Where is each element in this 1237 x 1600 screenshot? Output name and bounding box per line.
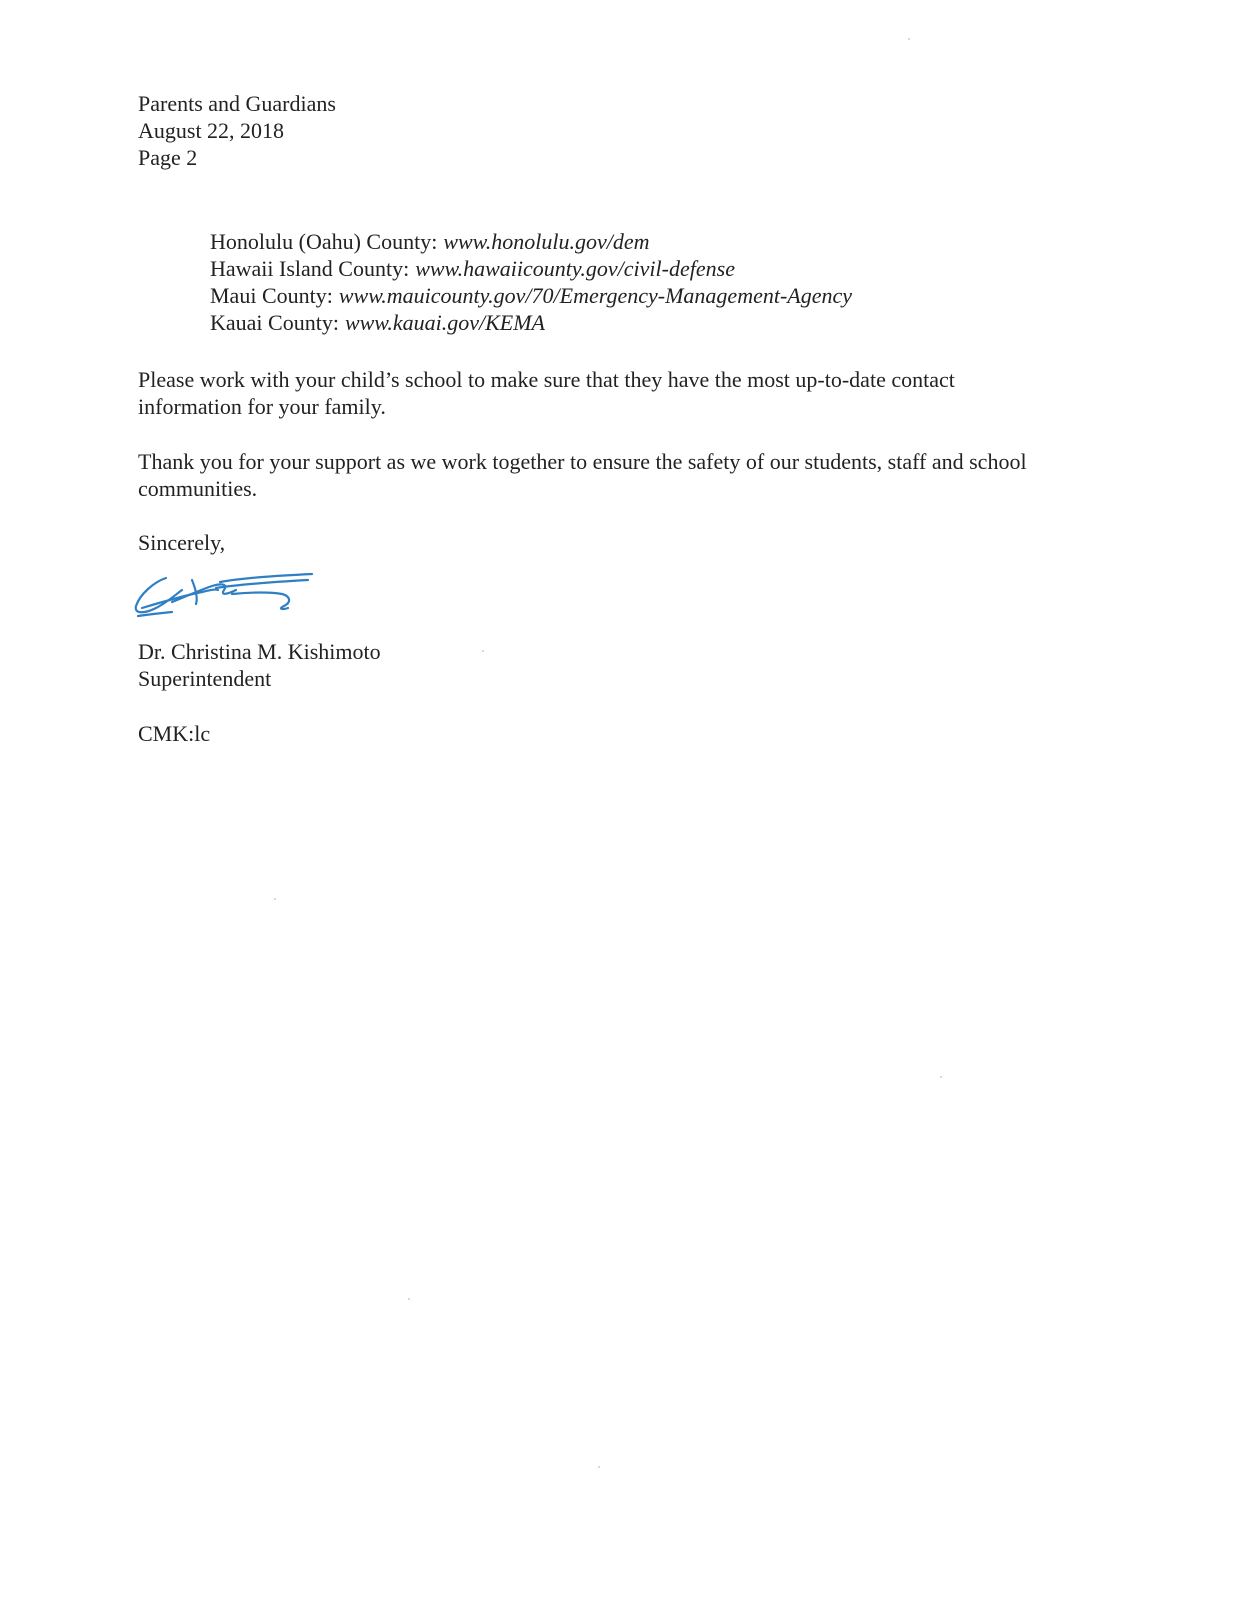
county-url-link[interactable]: www.mauicounty.gov/70/Emergency-Management-Agency [338,283,853,308]
body-paragraph-contact-info: Please work with your child’s school to make sure that they have the most up-to-date contact information for your family. [138,367,955,419]
county-url-link[interactable]: www.hawaiicounty.gov/civil-defense [415,256,735,281]
header-recipient: Parents and Guardians [138,91,336,116]
header-page-number: Page 2 [138,145,198,170]
county-url-link[interactable]: www.kauai.gov/KEMA [344,310,545,335]
county-name: Honolulu (Oahu) County: [210,229,438,254]
scan-speck [908,38,910,40]
reference-initials: CMK:lc [138,721,211,746]
signer-name: Dr. Christina M. Kishimoto [138,639,381,664]
county-item-hawaii [210,255,735,282]
county-name: Kauai County: [210,310,339,335]
scan-speck [598,1466,600,1468]
signer-title: Superintendent [138,666,272,691]
county-url-link[interactable]: www.honolulu.gov/dem [443,229,650,254]
body-paragraph-thanks: Thank you for your support as we work together to ensure the safety of our students, staff and school communities. [138,449,1027,501]
valediction: Sincerely, [138,530,226,555]
header-date: August 22, 2018 [138,118,285,143]
county-name: Hawaii Island County: [210,256,410,281]
scan-speck [482,650,484,652]
signature-image [132,572,322,624]
county-item-honolulu [210,228,649,255]
county-item-kauai [210,309,545,336]
county-name: Maui County: [210,283,333,308]
scan-speck [274,898,276,900]
scan-speck [408,1298,410,1300]
scan-speck [940,1076,942,1078]
county-item-maui [210,282,852,309]
